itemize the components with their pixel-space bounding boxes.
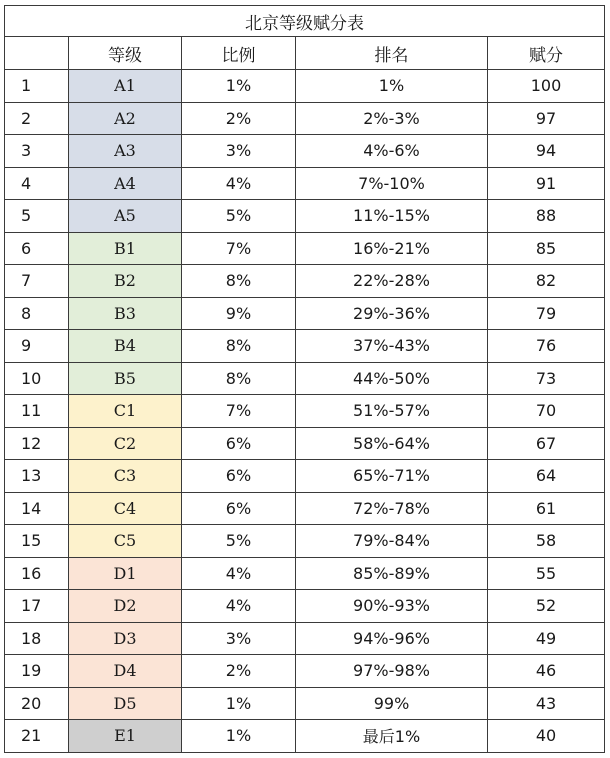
table-row (5, 720, 605, 753)
score-table-body (5, 6, 605, 753)
ratio-cell: 1% (182, 687, 296, 720)
row-index-cell: 8 (5, 297, 69, 330)
grade-cell: A3 (69, 135, 182, 168)
score-cell: 88 (488, 200, 605, 233)
rank-cell: 2%-3% (296, 102, 488, 135)
table-row (5, 200, 605, 233)
score-cell: 55 (488, 557, 605, 590)
grade-cell: C4 (69, 492, 182, 525)
ratio-cell: 6% (182, 492, 296, 525)
score-table (4, 5, 605, 753)
ratio-cell: 6% (182, 427, 296, 460)
table-row (5, 265, 605, 298)
rank-cell: 7%-10% (296, 167, 488, 200)
table-row (5, 655, 605, 688)
ratio-cell: 2% (182, 655, 296, 688)
table-row (5, 492, 605, 525)
row-index-cell: 19 (5, 655, 69, 688)
grade-cell: A5 (69, 200, 182, 233)
rank-cell: 4%-6% (296, 135, 488, 168)
header-grade: 等级 (69, 37, 182, 70)
row-index-cell: 20 (5, 687, 69, 720)
score-cell: 61 (488, 492, 605, 525)
row-index-cell: 16 (5, 557, 69, 590)
score-table-sheet (4, 5, 604, 753)
score-cell: 46 (488, 655, 605, 688)
grade-cell: D4 (69, 655, 182, 688)
score-cell: 97 (488, 102, 605, 135)
grade-cell: C5 (69, 525, 182, 558)
grade-cell: C2 (69, 427, 182, 460)
rank-cell: 22%-28% (296, 265, 488, 298)
row-index-cell: 15 (5, 525, 69, 558)
row-index-cell: 14 (5, 492, 69, 525)
table-row (5, 395, 605, 428)
grade-cell: A1 (69, 70, 182, 103)
ratio-cell: 1% (182, 70, 296, 103)
ratio-cell: 7% (182, 232, 296, 265)
score-cell: 58 (488, 525, 605, 558)
row-index-cell: 1 (5, 70, 69, 103)
row-index-cell: 4 (5, 167, 69, 200)
score-cell: 52 (488, 590, 605, 623)
rank-cell: 65%-71% (296, 460, 488, 493)
ratio-cell: 6% (182, 460, 296, 493)
row-index-cell: 13 (5, 460, 69, 493)
ratio-cell: 1% (182, 720, 296, 753)
row-index-cell: 12 (5, 427, 69, 460)
ratio-cell: 8% (182, 265, 296, 298)
score-cell: 43 (488, 687, 605, 720)
rank-cell: 85%-89% (296, 557, 488, 590)
row-index-cell: 3 (5, 135, 69, 168)
rank-cell: 79%-84% (296, 525, 488, 558)
table-row (5, 102, 605, 135)
grade-cell: E1 (69, 720, 182, 753)
table-row (5, 590, 605, 623)
table-title: 北京等级赋分表 (5, 6, 605, 37)
row-index-cell: 18 (5, 622, 69, 655)
ratio-cell: 5% (182, 200, 296, 233)
rank-cell: 44%-50% (296, 362, 488, 395)
row-index-cell: 10 (5, 362, 69, 395)
row-index-cell: 7 (5, 265, 69, 298)
title-row (5, 6, 605, 37)
ratio-cell: 5% (182, 525, 296, 558)
ratio-cell: 3% (182, 135, 296, 168)
rank-cell: 29%-36% (296, 297, 488, 330)
score-cell: 76 (488, 330, 605, 363)
table-row (5, 557, 605, 590)
ratio-cell: 8% (182, 330, 296, 363)
rank-cell: 97%-98% (296, 655, 488, 688)
score-cell: 82 (488, 265, 605, 298)
grade-cell: D3 (69, 622, 182, 655)
table-row (5, 525, 605, 558)
header-score: 赋分 (488, 37, 605, 70)
grade-cell: A4 (69, 167, 182, 200)
table-row (5, 330, 605, 363)
ratio-cell: 8% (182, 362, 296, 395)
grade-cell: B3 (69, 297, 182, 330)
table-row (5, 167, 605, 200)
ratio-cell: 7% (182, 395, 296, 428)
ratio-cell: 4% (182, 167, 296, 200)
rank-cell: 11%-15% (296, 200, 488, 233)
rank-cell: 72%-78% (296, 492, 488, 525)
table-row (5, 622, 605, 655)
header-rank: 排名 (296, 37, 488, 70)
row-index-cell: 2 (5, 102, 69, 135)
table-row (5, 687, 605, 720)
table-row (5, 135, 605, 168)
grade-cell: B1 (69, 232, 182, 265)
rank-cell: 99% (296, 687, 488, 720)
score-cell: 40 (488, 720, 605, 753)
grade-cell: C3 (69, 460, 182, 493)
score-cell: 85 (488, 232, 605, 265)
ratio-cell: 4% (182, 590, 296, 623)
ratio-cell: 3% (182, 622, 296, 655)
ratio-cell: 9% (182, 297, 296, 330)
table-row (5, 297, 605, 330)
score-cell: 49 (488, 622, 605, 655)
rank-cell: 最后1% (296, 720, 488, 753)
row-index-cell: 6 (5, 232, 69, 265)
header-index (5, 37, 69, 70)
score-cell: 70 (488, 395, 605, 428)
rank-cell: 90%-93% (296, 590, 488, 623)
rank-cell: 58%-64% (296, 427, 488, 460)
score-cell: 67 (488, 427, 605, 460)
table-row (5, 427, 605, 460)
table-row (5, 70, 605, 103)
score-cell: 73 (488, 362, 605, 395)
rank-cell: 1% (296, 70, 488, 103)
table-row (5, 362, 605, 395)
score-cell: 91 (488, 167, 605, 200)
ratio-cell: 4% (182, 557, 296, 590)
ratio-cell: 2% (182, 102, 296, 135)
table-row (5, 232, 605, 265)
header-row (5, 37, 605, 70)
rank-cell: 37%-43% (296, 330, 488, 363)
grade-cell: B4 (69, 330, 182, 363)
grade-cell: D2 (69, 590, 182, 623)
score-cell: 79 (488, 297, 605, 330)
score-cell: 94 (488, 135, 605, 168)
rank-cell: 94%-96% (296, 622, 488, 655)
row-index-cell: 5 (5, 200, 69, 233)
rank-cell: 51%-57% (296, 395, 488, 428)
row-index-cell: 11 (5, 395, 69, 428)
header-ratio: 比例 (182, 37, 296, 70)
rank-cell: 16%-21% (296, 232, 488, 265)
grade-cell: B5 (69, 362, 182, 395)
grade-cell: D1 (69, 557, 182, 590)
row-index-cell: 9 (5, 330, 69, 363)
table-row (5, 460, 605, 493)
grade-cell: C1 (69, 395, 182, 428)
row-index-cell: 21 (5, 720, 69, 753)
score-cell: 64 (488, 460, 605, 493)
score-cell: 100 (488, 70, 605, 103)
grade-cell: B2 (69, 265, 182, 298)
row-index-cell: 17 (5, 590, 69, 623)
grade-cell: A2 (69, 102, 182, 135)
grade-cell: D5 (69, 687, 182, 720)
